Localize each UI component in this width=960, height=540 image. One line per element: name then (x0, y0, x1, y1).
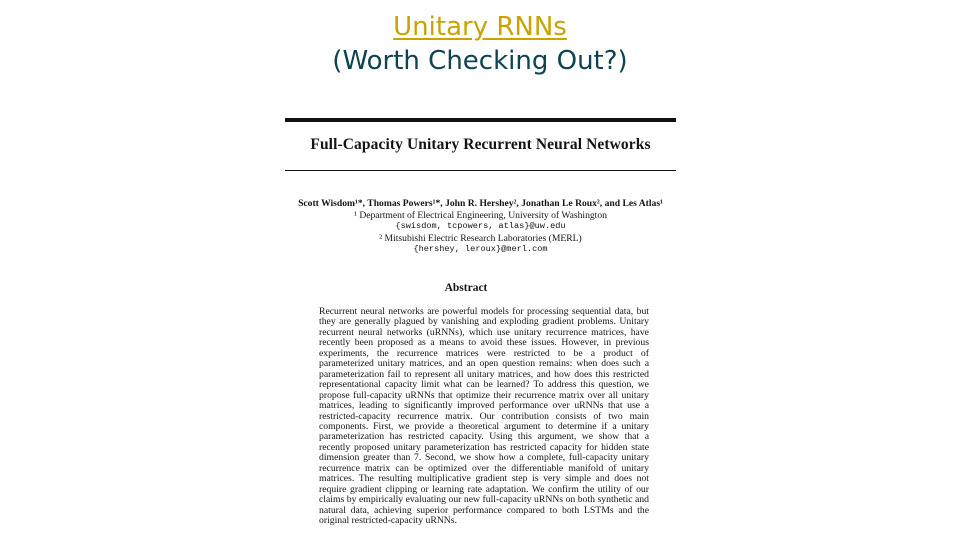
slide-title-block (0, 10, 960, 78)
email-uw: {swisdom, tcpowers, atlas}@uw.edu (395, 221, 566, 231)
title-rule-top (285, 118, 676, 122)
title-rule-bottom (285, 170, 676, 171)
affiliation-uw: ¹ Department of Electrical Engineering, University of Washington (354, 209, 607, 221)
slide-subtitle: (Worth Checking Out?) (332, 46, 628, 76)
paper-screenshot (283, 112, 678, 540)
author-block (283, 198, 678, 256)
affiliation-merl: ² Mitsubishi Electric Research Laboratories (MERL) (379, 232, 582, 244)
paper-title: Full-Capacity Unitary Recurrent Neural Networks (310, 136, 651, 153)
author-names: Scott Wisdom¹*, Thomas Powers¹*, John R. Hershey², Jonathan Le Roux², and Les Atlas¹ (298, 198, 663, 209)
abstract-text: Recurrent neural networks are powerful models for processing sequential data, but they are generally plagued by vanishing and exploding gradient problems. Unitary recurrent neural networks (uRNNs), which use unitary recurrence matrices, have recently been proposed as a means to avoid these issues. However, in previous experiments, the recurrence matrices were restricted to be a product of parameterized unitary matrices, and an open question remains: when does such a parameterization fail to represent all unitary matrices, and how does this restricted representational capacity limit what can be learned? To address this question, we propose full-capacity uRNNs that optimize their recurrence matrix over all unitary matrices, leading to significantly improved performance over uRNNs that use a restricted-capacity recurrence matrix. Our contribution consists of two main components. First, we provide a theoretical argument to determine if a unitary parameterization has restricted capacity. Using this argument, we show that a recently proposed unitary parameterization has restricted capacity for hidden state dimension greater than 7. Second, we show how a complete, full-capacity unitary recurrence matrix can be optimized over the differentiable manifold of unitary matrices. The resulting multiplicative gradient step is very simple and does not require gradient clipping or learning rate adaptation. We confirm the utility of our claims by empirically evaluating our new full-capacity uRNNs on both synthetic and natural data, achieving superior performance compared to both LSTMs and the original restricted-capacity uRNNs. (319, 306, 649, 527)
slide-title-link[interactable]: Unitary RNNs (393, 12, 567, 42)
abstract-heading: Abstract (444, 282, 488, 294)
email-merl: {hershey, leroux}@merl.com (413, 244, 548, 254)
